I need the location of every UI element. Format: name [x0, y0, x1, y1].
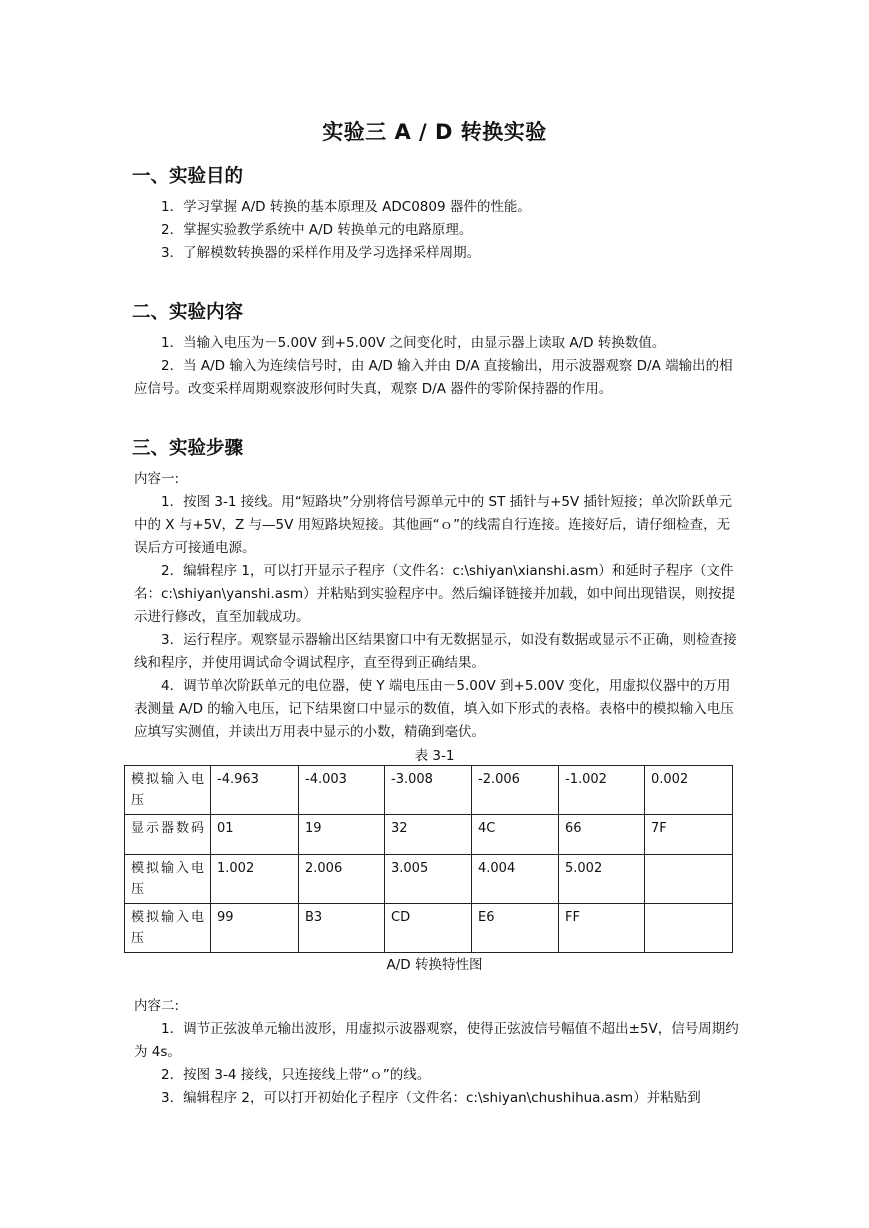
- part1-label: 内容一:: [134, 471, 180, 487]
- table-cell: B3: [299, 904, 385, 953]
- table-cell: -4.963: [211, 766, 299, 815]
- table-row: [125, 766, 733, 815]
- document-title: 实验三 A / D 转换实验: [322, 120, 547, 144]
- heading-steps: 三、实验步骤: [132, 438, 244, 459]
- table-row: [125, 815, 733, 855]
- table-cell: 模拟输入电压: [125, 855, 211, 904]
- table-cell: 3.005: [385, 855, 472, 904]
- table-cell: CD: [385, 904, 472, 953]
- step-item: 1．按图 3-1 接线。用“短路块”分别将信号源单元中的 ST 插针与+5V 插针短接；单次阶跃单元中的 X 与+5V，Z 与—5V 用短路块短接。其他画“ｏ”的线需自行连接。连接好后，请仔细检查，无误后方可接通电源。: [134, 494, 733, 556]
- table-cell: 4C: [472, 815, 559, 855]
- step-item: 1．调节正弦波单元输出波形，用虚拟示波器观察，使得正弦波信号幅值不超出±5V，信号周期约为 4s。: [134, 1021, 739, 1060]
- table-cell: [645, 904, 733, 953]
- step-item: 4．调节单次阶跃单元的电位器，使 Y 端电压由－5.00V 到+5.00V 变化，用虚拟仪器中的万用表测量 A/D 的输入电压，记下结果窗口中显示的数值，填入如下形式的表格。表格中的模拟输入电压应填写实测值，并读出万用表中显示的小数，精确到毫伏。: [134, 678, 734, 740]
- purpose-item: 3．了解模数转换器的采样作用及学习选择采样周期。: [161, 245, 481, 261]
- table-cell: 模拟输入电压: [125, 904, 211, 953]
- table-cell: 模拟输入电压: [125, 766, 211, 815]
- table-cell: 01: [211, 815, 299, 855]
- table-cell: E6: [472, 904, 559, 953]
- table-cell: -3.008: [385, 766, 472, 815]
- step-item: 3．运行程序。观察显示器输出区结果窗口中有无数据显示，如没有数据或显示不正确，则检查接线和程序，并使用调试命令调试程序，直至得到正确结果。: [134, 632, 737, 671]
- table-cell: 2.006: [299, 855, 385, 904]
- step-item: 2．按图 3-4 接线，只连接线上带“ｏ”的线。: [161, 1067, 431, 1083]
- heading-purpose: 一、实验目的: [132, 166, 244, 187]
- table-cell: 1.002: [211, 855, 299, 904]
- content-item: 1．当输入电压为－5.00V 到+5.00V 之间变化时，由显示器上读取 A/D 转换数值。: [161, 335, 666, 351]
- table-row: [125, 904, 733, 953]
- table-cell: 显示器数码: [125, 815, 211, 855]
- table-cell: 99: [211, 904, 299, 953]
- table-cell: 0.002: [645, 766, 733, 815]
- table-cell: -4.003: [299, 766, 385, 815]
- purpose-item: 1．学习掌握 A/D 转换的基本原理及 ADC0809 器件的性能。: [161, 199, 531, 215]
- purpose-item: 2．掌握实验教学系统中 A/D 转换单元的电路原理。: [161, 222, 473, 238]
- table-cell: 7F: [645, 815, 733, 855]
- table-caption: 表 3-1: [414, 748, 455, 764]
- figure-caption: A/D 转换特性图: [386, 957, 483, 973]
- step-item: 2．编辑程序 1，可以打开显示子程序（文件名：c:\shiyan\xianshi.asm）和延时子程序（文件名：c:\shiyan\yanshi.asm）并粘贴到实验程序中。然后编译链接并加载，如中间出现错误，则按提示进行修改，直至加载成功。: [134, 563, 736, 625]
- table-cell: -2.006: [472, 766, 559, 815]
- part2-label: 内容二:: [134, 998, 180, 1014]
- content-item: 2．当 A/D 输入为连续信号时，由 A/D 输入并由 D/A 直接输出，用示波器观察 D/A 端输出的相应信号。改变采样周期观察波形何时失真，观察 D/A 器件的零阶保持器的作用。: [134, 358, 733, 397]
- step-item: 3．编辑程序 2，可以打开初始化子程序（文件名：c:\shiyan\chushihua.asm）并粘贴到: [161, 1090, 701, 1106]
- table-cell: 66: [559, 815, 645, 855]
- table-cell: 32: [385, 815, 472, 855]
- table-cell: FF: [559, 904, 645, 953]
- table-row: [125, 855, 733, 904]
- table-cell: -1.002: [559, 766, 645, 815]
- data-table: [124, 765, 733, 953]
- heading-content: 二、实验内容: [132, 302, 244, 323]
- table-cell: 19: [299, 815, 385, 855]
- table-cell: [645, 855, 733, 904]
- table-cell: 5.002: [559, 855, 645, 904]
- table-cell: 4.004: [472, 855, 559, 904]
